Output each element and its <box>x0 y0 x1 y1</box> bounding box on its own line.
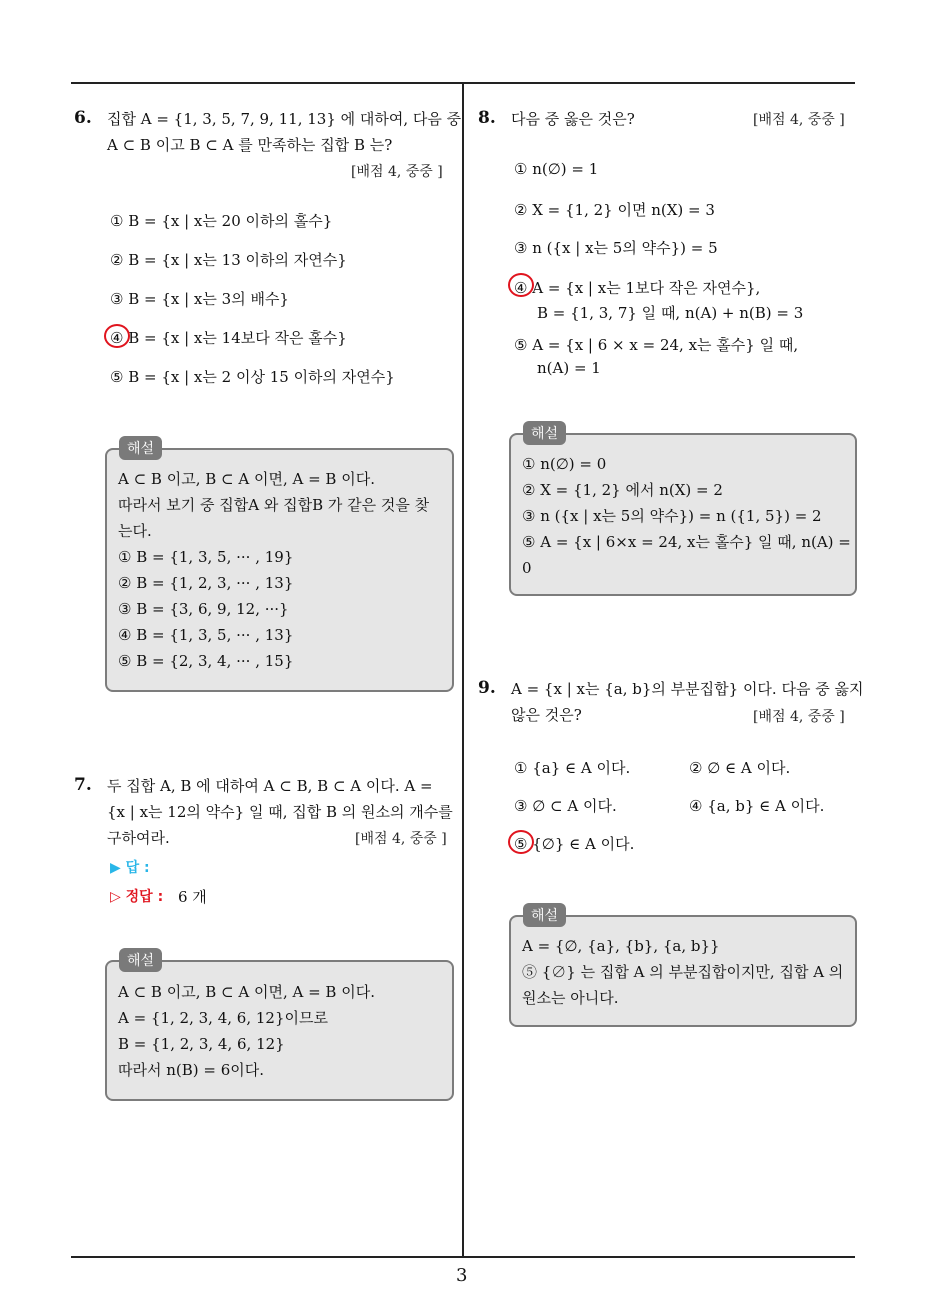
solution-tag: 해설 <box>523 421 566 445</box>
question-text-line: 않은 것은? <box>511 706 582 724</box>
option-2[interactable]: ② X = {1, 2} 이면 n(X) = 3 <box>514 201 715 219</box>
solution-line: 따라서 n(B) = 6이다. <box>118 1061 265 1079</box>
solution-line: ① n(∅) = 0 <box>522 455 607 473</box>
answer-label[interactable]: ▶ 답 : <box>110 860 150 876</box>
correct-answer-value: 6 개 <box>178 888 207 906</box>
solution-text <box>522 451 851 581</box>
option-3[interactable]: ③ ∅ ⊂ A 이다. <box>514 797 617 815</box>
solution-line: ③ n ({x | x는 5의 약수}) = n ({1, 5}) = 2 <box>522 507 822 525</box>
option-1[interactable]: ① {a} ∈ A 이다. <box>514 759 631 777</box>
question-text-line: A ⊂ B 이고 B ⊂ A 를 만족하는 집합 B 는? <box>107 136 393 154</box>
solution-tag: 해설 <box>119 436 162 460</box>
option-4[interactable]: ④ A = {x | x는 1보다 작은 자연수}, <box>514 279 761 297</box>
question-text-line: 두 집합 A, B 에 대하여 A ⊂ B, B ⊂ A 이다. A = <box>107 777 433 795</box>
option-3[interactable]: ③ B = {x | x는 3의 배수} <box>110 290 289 308</box>
option-1[interactable]: ① n(∅) = 1 <box>514 160 599 178</box>
solution-line: ① B = {1, 3, 5, ··· , 19} <box>118 548 294 566</box>
option-5-continued: n(A) = 1 <box>537 359 601 377</box>
option-1[interactable]: ① B = {x | x는 20 이하의 홀수} <box>110 212 333 230</box>
question-text-line: A = {x | x는 {a, b}의 부분집합} 이다. 다음 중 옳지 <box>511 680 864 698</box>
selected-answer-circle <box>508 830 534 854</box>
solution-line: A = {1, 2, 3, 4, 6, 12}이므로 <box>118 1009 328 1027</box>
question-text-line: {x | x는 12의 약수} 일 때, 집합 B 의 원소의 개수를 <box>107 803 453 821</box>
solution-line: ④ B = {1, 3, 5, ··· , 13} <box>118 626 294 644</box>
option-4-continued: B = {1, 3, 7} 일 때, n(A) + n(B) = 3 <box>537 304 804 322</box>
solution-line: A = {∅, {a}, {b}, {a, b}} <box>522 937 720 955</box>
option-2[interactable]: ② ∅ ∈ A 이다. <box>689 759 791 777</box>
question-meta: [배점 4, 중중 ] <box>753 709 845 725</box>
bottom-rule <box>71 1256 855 1258</box>
question-meta: [배점 4, 중중 ] <box>753 112 845 128</box>
correct-answer-label: ▷ 정답 : <box>110 889 164 905</box>
column-divider <box>462 84 464 1258</box>
option-2[interactable]: ② B = {x | x는 13 이하의 자연수} <box>110 251 347 269</box>
question-number: 7. <box>74 775 92 795</box>
solution-line: ⑤ {∅} 는 집합 A 의 부분집합이지만, 집합 A 의 <box>522 963 844 981</box>
solution-line: ② B = {1, 2, 3, ··· , 13} <box>118 574 294 592</box>
option-5[interactable]: ⑤ A = {x | 6 × x = 24, x는 홀수} 일 때, <box>514 336 799 354</box>
solution-line: ⑤ B = {2, 3, 4, ··· , 15} <box>118 652 294 670</box>
solution-tag: 해설 <box>523 903 566 927</box>
solution-line: ⑤ A = {x | 6×x = 24, x는 홀수} 일 때, n(A) = <box>522 533 851 551</box>
solution-line: ③ B = {3, 6, 9, 12, ···} <box>118 600 289 618</box>
option-3[interactable]: ③ n ({x | x는 5의 약수}) = 5 <box>514 239 718 257</box>
question-number: 8. <box>478 108 496 128</box>
question-number: 9. <box>478 678 496 698</box>
solution-line: 원소는 아니다. <box>522 989 619 1007</box>
solution-line: 따라서 보기 중 집합A 와 집합B 가 같은 것을 찾 <box>118 496 430 514</box>
solution-line: 0 <box>522 559 532 577</box>
page-number: 3 <box>456 1265 468 1286</box>
solution-text <box>118 466 429 674</box>
question-meta: [배점 4, 중중 ] <box>355 831 447 847</box>
question-number: 6. <box>74 108 92 128</box>
question-text-line: 구하여라. <box>107 829 170 847</box>
solution-line: A ⊂ B 이고, B ⊂ A 이면, A = B 이다. <box>118 470 375 488</box>
question-meta: [배점 4, 중중 ] <box>351 164 443 180</box>
option-4[interactable]: ④ B = {x | x는 14보다 작은 홀수} <box>110 329 347 347</box>
solution-line: 는다. <box>118 522 152 540</box>
option-5[interactable]: ⑤ {∅} ∈ A 이다. <box>514 835 635 853</box>
solution-text <box>522 933 843 1011</box>
selected-answer-circle <box>104 324 130 348</box>
question-text-line: 다음 중 옳은 것은? <box>511 110 635 128</box>
question-text-line: 집합 A = {1, 3, 5, 7, 9, 11, 13} 에 대하여, 다음 중 <box>107 110 462 128</box>
solution-line: B = {1, 2, 3, 4, 6, 12} <box>118 1035 285 1053</box>
selected-answer-circle <box>508 273 534 297</box>
option-4[interactable]: ④ {a, b} ∈ A 이다. <box>689 797 825 815</box>
option-5[interactable]: ⑤ B = {x | x는 2 이상 15 이하의 자연수} <box>110 368 395 386</box>
solution-tag: 해설 <box>119 948 162 972</box>
solution-text <box>118 979 375 1083</box>
solution-line: ② X = {1, 2} 에서 n(X) = 2 <box>522 481 723 499</box>
solution-line: A ⊂ B 이고, B ⊂ A 이면, A = B 이다. <box>118 983 375 1001</box>
